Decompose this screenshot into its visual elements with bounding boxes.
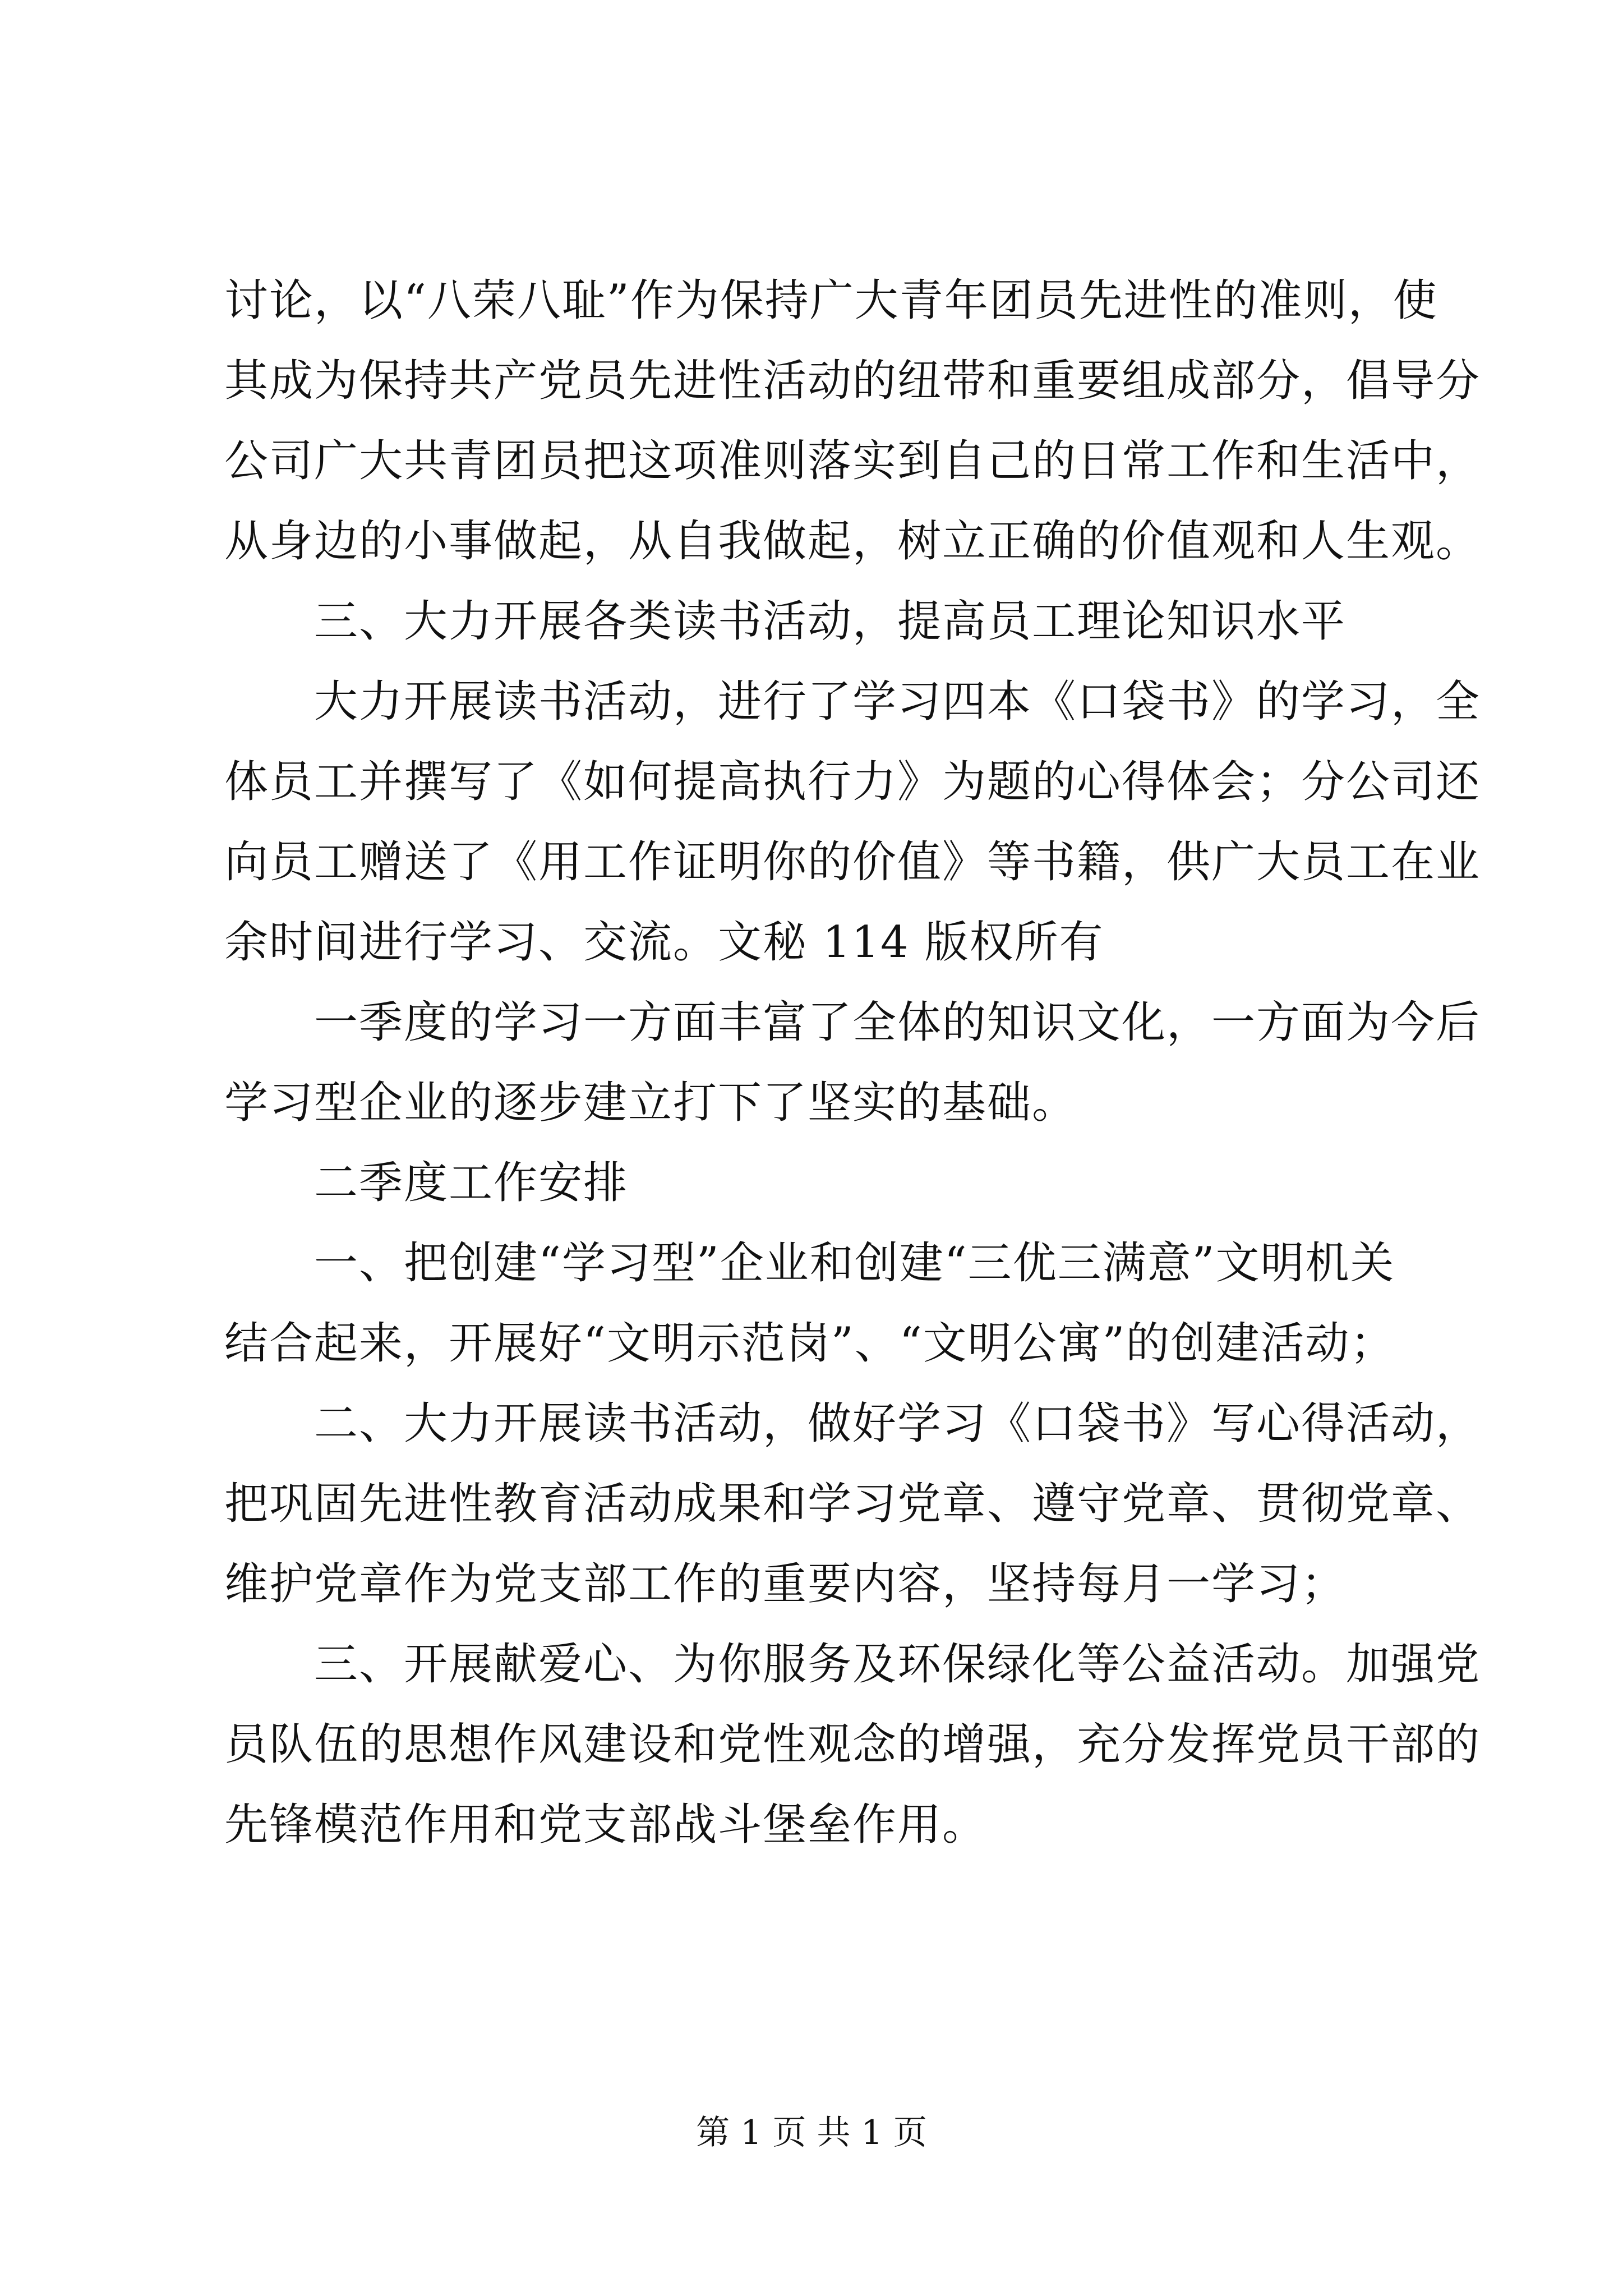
- text-line: 大力开展读书活动，进行了学习四本《口袋书》的学习，全: [314, 677, 1481, 727]
- text-line: 二、大力开展读书活动，做好学习《口袋书》写心得活动，: [314, 1398, 1481, 1449]
- text-line: 二季度工作安排: [314, 1158, 629, 1208]
- document-body: [224, 261, 1481, 1865]
- text-line: 维护党章作为党支部工作的重要内容，坚持每月一学习；: [224, 1559, 1347, 1609]
- text-line: 学习型企业的逐步建立打下了坚实的基础。: [224, 1078, 1077, 1128]
- text-line: 三、开展献爱心、为你服务及环保绿化等公益活动。加强党: [314, 1639, 1481, 1690]
- text-line: 结合起来，开展好“文明示范岗”、“文明公寓”的创建活动；: [224, 1318, 1395, 1369]
- text-line: 其成为保持共产党员先进性活动的纽带和重要组成部分，倡导分: [224, 356, 1481, 406]
- text-line: 一、把创建“学习型”企业和创建“三优三满意”文明机关: [314, 1238, 1395, 1289]
- text-line: 向员工赠送了《用工作证明你的价值》等书籍，供广大员工在业: [224, 837, 1481, 887]
- text-line: 先锋模范作用和党支部战斗堡垒作用。: [224, 1800, 988, 1850]
- text-line: 一季度的学习一方面丰富了全体的知识文化，一方面为今后: [314, 997, 1481, 1048]
- text-line: 三、大力开展各类读书活动，提高员工理论知识水平: [314, 596, 1347, 647]
- page-footer: 第 1 页 共 1 页: [696, 2113, 927, 2152]
- text-line: 体员工并撰写了《如何提高执行力》为题的心得体会；分公司还: [224, 757, 1481, 807]
- text-line: 余时间进行学习、交流。文秘 114 版权所有: [224, 917, 1104, 968]
- text-line: 把巩固先进性教育活动成果和学习党章、遵守党章、贯彻党章、: [224, 1479, 1481, 1529]
- text-line: 讨论，以“八荣八耻”作为保持广大青年团员先进性的准则，使: [224, 275, 1438, 326]
- text-line: 员队伍的思想作风建设和党性观念的增强，充分发挥党员干部的: [224, 1719, 1481, 1770]
- text-line: 公司广大共青团员把这项准则落实到自己的日常工作和生活中，: [224, 436, 1481, 486]
- text-line: 从身边的小事做起，从自我做起，树立正确的价值观和人生观。: [224, 516, 1481, 567]
